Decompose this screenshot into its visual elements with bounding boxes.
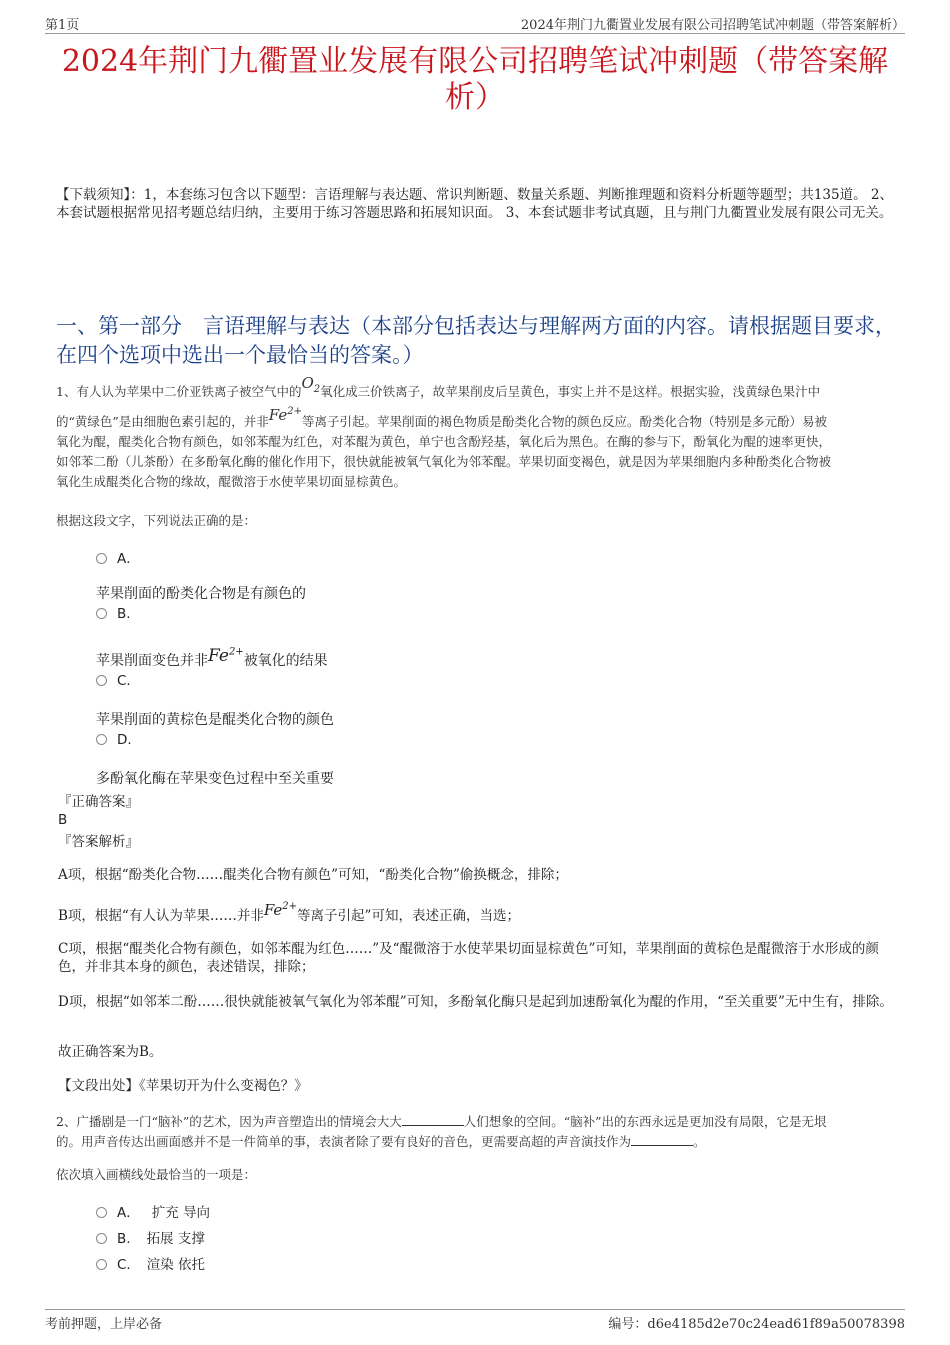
o2-formula: $O_2$ bbox=[301, 374, 321, 395]
analysis-a: A项，根据“酚类化合物……醌类化合物有颜色”可知，“酚类化合物”偷换概念，排除； bbox=[58, 867, 568, 883]
radio-a[interactable] bbox=[96, 553, 107, 564]
q1-line-4: 如邻苯二酚（儿茶酚）在多酚氧化酶的催化作用下，很快就能被氧气氧化为邻苯醌。苹果切面变褐色，就是因为苹果细胞内多种酚类化合物被 bbox=[56, 454, 832, 469]
running-header-title: 2024年荆门九衢置业发展有限公司招聘笔试冲刺题（带答案解析） bbox=[520, 18, 905, 33]
radio-c[interactable] bbox=[96, 1259, 107, 1270]
analysis-c: C项，根据“醌类化合物有颜色，如邻苯醌为红色……”及“醌微溶于水使苹果切面显棕黄色”可知，苹果削面的黄棕色是醌微溶于水形成的颜色，并非其本身的颜色，表述错误，排除； bbox=[58, 941, 879, 975]
blank-1 bbox=[402, 1113, 464, 1126]
analysis-heading: 『答案解析』 bbox=[58, 834, 139, 850]
q2-passage bbox=[56, 1112, 901, 1152]
section-title: 一、第一部分 言语理解与表达（本部分包括表达与理解两方面的内容。请根据题目要求，在四个选项中选出一个最恰当的答案。） bbox=[56, 314, 896, 367]
q2-option-b[interactable]: B. 拓展 支撑 bbox=[96, 1227, 205, 1247]
radio-d[interactable] bbox=[96, 734, 107, 745]
page-number: 第1页 bbox=[45, 18, 80, 33]
q1-prompt: 根据这段文字，下列说法正确的是： bbox=[56, 513, 257, 528]
fe2-formula: $Fe^{2+}$ bbox=[208, 646, 244, 666]
radio-b[interactable] bbox=[96, 608, 107, 619]
q1-option-a[interactable]: A． bbox=[96, 547, 140, 567]
title-line-1: 2024年荆门九衢置业发展有限公司招聘笔试冲刺题（带答案解 bbox=[61, 44, 889, 79]
q1-option-b-text: 苹果削面变色并非$Fe^{2+}$被氧化的结果 bbox=[96, 646, 328, 669]
q1-option-c[interactable]: C. bbox=[96, 673, 131, 689]
q1-option-c-text: 苹果削面的黄棕色是醌类化合物的颜色 bbox=[96, 712, 334, 728]
footer-slogan: 考前押题，上岸必备 bbox=[45, 1317, 163, 1332]
fe2-formula: $Fe^{2+}$ bbox=[263, 901, 298, 919]
blank-2 bbox=[631, 1133, 693, 1146]
radio-a[interactable] bbox=[96, 1207, 107, 1218]
q1-passage bbox=[56, 374, 901, 492]
q2-line-1: 2、广播剧是一门“脑补”的艺术，因为声音塑造出的情境会大大 人们想象的空间。“脑补”出的东西永远是更加没有局限，它是无垠 bbox=[56, 1114, 827, 1129]
analysis-b: B项，根据“有人认为苹果……并非$Fe^{2+}$等离子引起”可知，表述正确，当选； bbox=[58, 901, 520, 924]
header-divider bbox=[45, 33, 905, 34]
title-line-2: 析） bbox=[445, 80, 505, 115]
fe2-formula: $Fe^{2+}$ bbox=[268, 406, 303, 424]
q2-line-2: 的。用声音传达出画面感并不是一件简单的事，表演者除了要有良好的音色，更需要高超的声音演技作为 。 bbox=[56, 1134, 706, 1149]
answer-heading: 『正确答案』 bbox=[58, 794, 139, 810]
q1-line-5: 氧化生成醌类化合物的缘故，醌微溶于水使苹果切面显棕黄色。 bbox=[56, 474, 407, 489]
q1-line-2: 的“黄绿色”是由细胞色素引起的，并非$Fe^{2+}$等离子引起。苹果削面的褐色物质是酚类化合物的颜色反应。酚类化合物（特别是多元酚）易被 bbox=[56, 406, 828, 429]
q1-option-a-text: 苹果削面的酚类化合物是有颜色的 bbox=[96, 586, 306, 602]
passage-source: 【文段出处】《苹果切开为什么变褐色？》 bbox=[58, 1078, 308, 1094]
q1-option-d-text: 多酚氧化酶在苹果变色过程中至关重要 bbox=[96, 771, 334, 787]
conclusion: 故正确答案为B。 bbox=[58, 1044, 163, 1060]
q1-line-1: 1、有人认为苹果中二价亚铁离子被空气中的$O_2$氧化成三价铁离子，故苹果削皮后呈黄色，事实上并不是这样。根据实验，浅黄绿色果汁中 bbox=[56, 374, 821, 399]
q2-prompt: 依次填入画横线处最恰当的一项是： bbox=[56, 1167, 257, 1182]
q1-line-3: 氧化为醌，醌类化合物有颜色，如邻苯醌为红色，对苯醌为黄色，单宁也含酚羟基，氧化后为黑色。在酶的参与下，酚氧化为醌的速率更快， bbox=[56, 434, 832, 449]
footer-serial: 编号：d6e4185d2e70c24ead61f89a50078398 bbox=[608, 1317, 905, 1332]
footer-divider bbox=[45, 1309, 905, 1310]
correct-answer: B bbox=[58, 812, 68, 828]
q2-option-a[interactable]: A． 扩充 导向 bbox=[96, 1201, 210, 1221]
q2-option-c[interactable]: C. 渲染 依托 bbox=[96, 1253, 205, 1273]
radio-b[interactable] bbox=[96, 1233, 107, 1244]
q1-option-b[interactable]: B. bbox=[96, 606, 131, 622]
document-title bbox=[45, 44, 905, 116]
download-notice: 【下载须知】：1，本套练习包含以下题型：言语理解与表达题、常识判断题、数量关系题、判断推理题和资料分析题等题型；共135道。 2、本套试题根据常见招考题总结归纳，主要用于练习答题思路和拓展知识面。 3、本套试题非考试真题，且与荆门九衢置业发展有限公司无关。 bbox=[56, 187, 893, 221]
q1-option-d[interactable]: D. bbox=[96, 732, 132, 748]
analysis-d: D项，根据“如邻苯二酚……很快就能被氧气氧化为邻苯醌”可知，多酚氧化酶只是起到加速酚氧化为醌的作用，“至关重要”无中生有，排除。 bbox=[58, 994, 893, 1010]
radio-c[interactable] bbox=[96, 675, 107, 686]
